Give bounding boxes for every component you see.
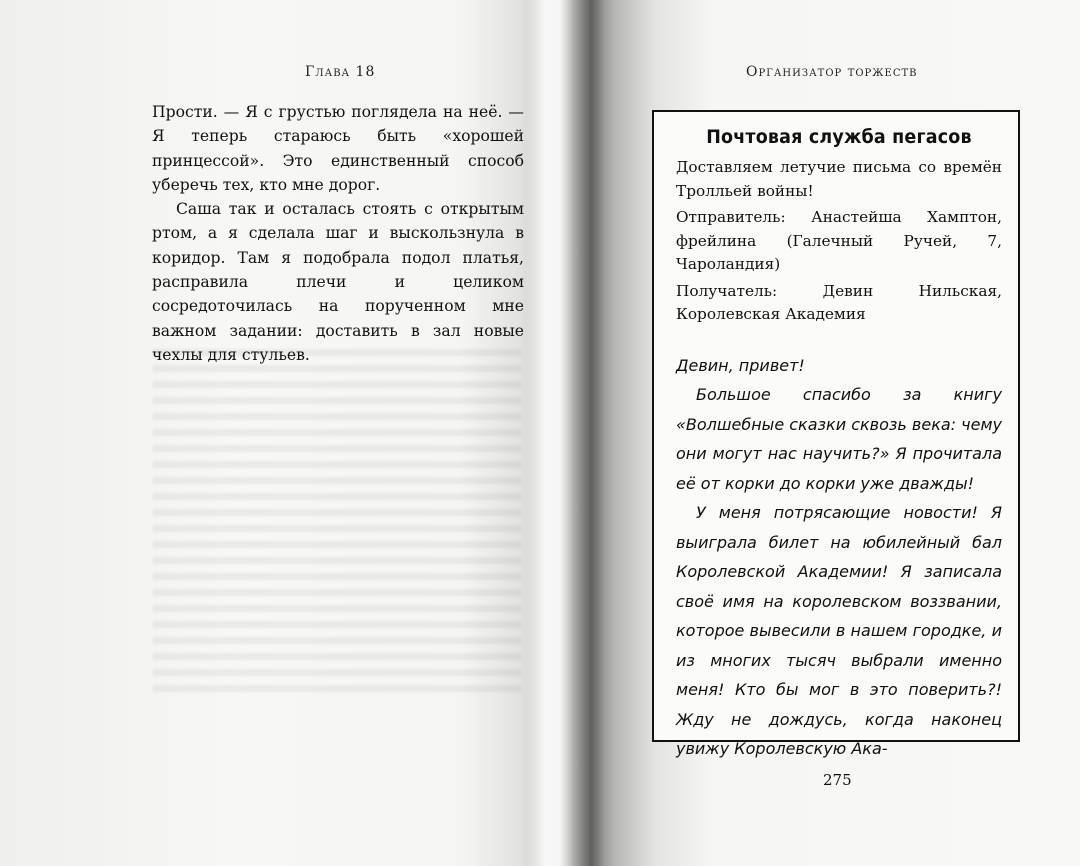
right-running-head: Организатор торжеств	[746, 64, 918, 80]
letter-recipient: Получатель: Девин Нильская, Королевская Академия	[676, 281, 1002, 323]
left-running-head: Глава 18	[305, 64, 376, 80]
letter-greeting: Девин, привет!	[676, 355, 805, 375]
book-spine-shadow	[575, 0, 605, 866]
letter-paragraph-2: У меня потрясающие новости! Я выиграла билет на юбилейный бал Королевской Академии! Я записала своё имя на королевском воззвании, которое вывесили в нашем городке, и из многих тысяч выбрали именно меня! Кто бы мог в это поверить?! Жду не дождусь, когда наконец увижу Королевскую Ака-	[676, 503, 1002, 758]
paragraph-2: Саша так и осталась стоять с открытым ртом, а я сделала шаг и выскользнула в коридор. Там я подобрала подол платья, расправила плечи и целиком сосредоточилась на порученном мне важном задании: доставить в зал новые чехлы для стульев.	[152, 200, 524, 364]
letter-paragraph-1: Большое спасибо за книгу «Волшебные сказки сквозь века: чему они могут нас научить?» Я прочитала её от корки до корки уже дважды!	[676, 385, 1002, 493]
page-glare	[526, 0, 574, 866]
letter-sender: Отправитель: Анастейша Хамптон, фрейлина (Галечный Ручей, 7, Чароландия)	[676, 208, 1002, 273]
left-page-text	[152, 100, 524, 367]
letter-meta	[676, 156, 1002, 327]
paragraph-1: Прости. — Я с грустью поглядела на неё. — Я теперь стараюсь быть «хорошей принцессой». Это единственный способ уберечь тех, кто мне дорог.	[152, 103, 524, 194]
letter-handwritten-body	[676, 351, 1002, 764]
letter-tagline: Доставляем летучие письма со времён Тролльей войны!	[676, 158, 1002, 200]
show-through-lines	[152, 340, 522, 692]
pegasus-post-letter	[652, 110, 1020, 758]
letter-title: Почтовая служба пегасов	[706, 126, 972, 148]
page-number: 275	[823, 771, 852, 789]
